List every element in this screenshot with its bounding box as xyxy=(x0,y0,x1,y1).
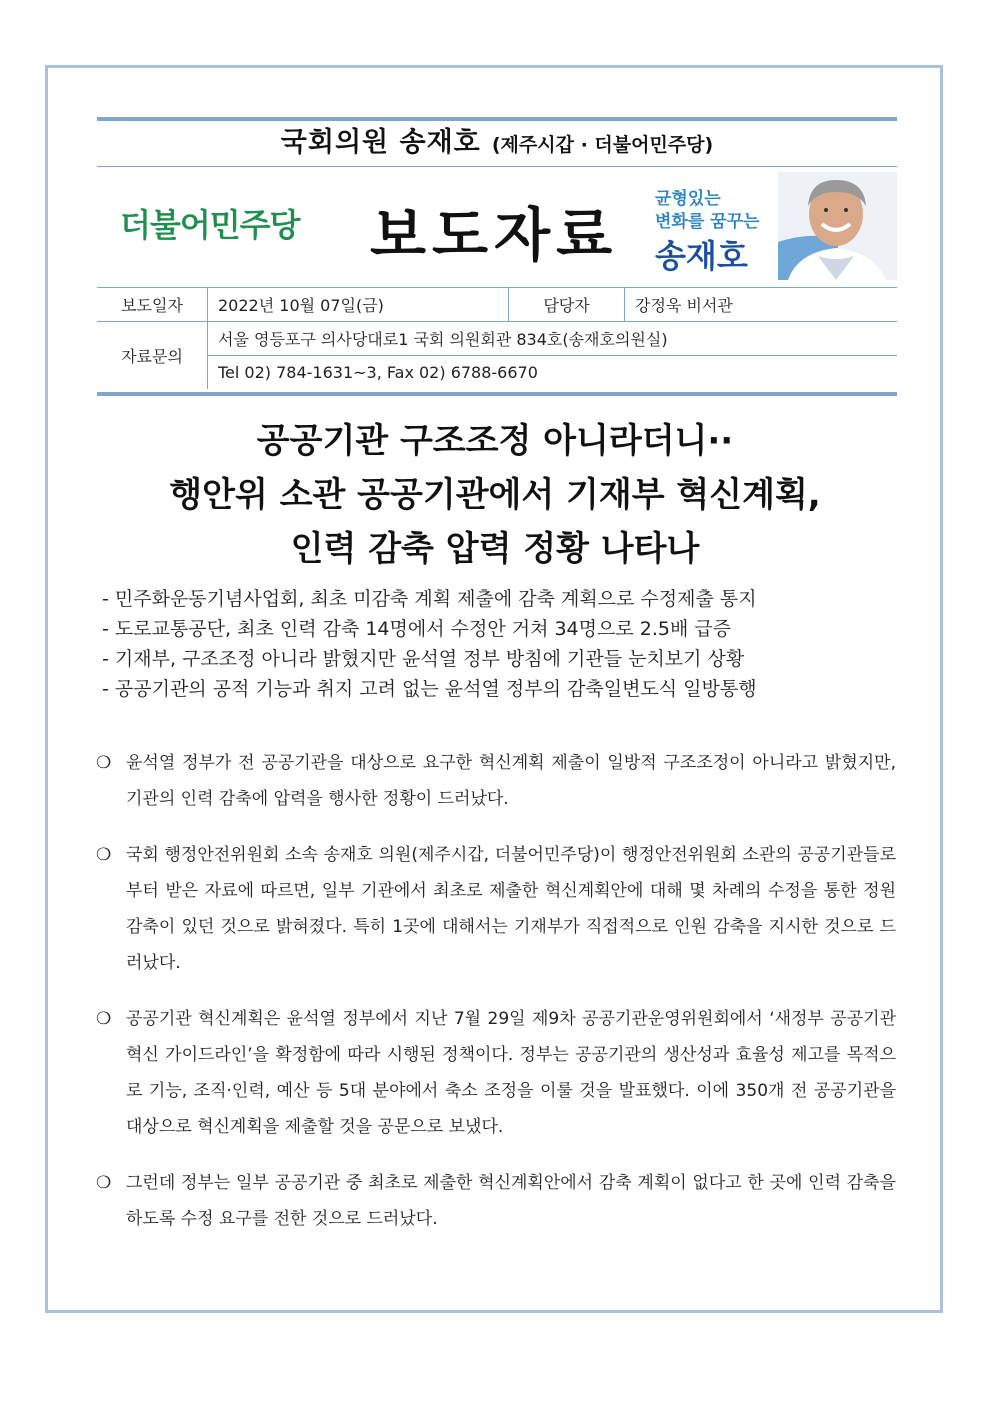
body-paragraph xyxy=(96,837,896,981)
subheadline-item: - 공공기관의 공적 기능과 취지 고려 없는 윤석열 정부의 감축일변도식 일방통행 xyxy=(102,678,757,700)
inquiry-label: 자료문의 xyxy=(97,322,208,390)
body-paragraph xyxy=(96,1165,896,1237)
party-logo: 더불어민주당 xyxy=(120,206,300,244)
subheadline-list xyxy=(102,584,902,704)
circle-bullet-icon: ❍ xyxy=(96,845,112,865)
body-paragraph xyxy=(96,745,896,817)
circle-bullet-icon: ❍ xyxy=(96,753,112,773)
office-address: 서울 영등포구 의사당대로1 국회 의원회관 834호(송재호의원실) xyxy=(208,322,898,356)
slogan xyxy=(655,188,775,276)
headline-line-2: 행안위 소관 공공기관에서 기재부 혁신계획, xyxy=(169,475,821,515)
headline-line-3: 인력 감축 압력 정황 나타나 xyxy=(290,529,700,569)
circle-bullet-icon: ❍ xyxy=(96,1173,112,1193)
lawmaker-photo xyxy=(778,172,897,280)
lawmaker-affiliation: (제주시갑 · 더불어민주당) xyxy=(491,134,714,156)
subheadline-item: - 도로교통공단, 최초 인력 감축 14명에서 수정안 거쳐 34명으로 2.5배 급증 xyxy=(102,618,732,640)
circle-bullet-icon: ❍ xyxy=(96,1009,112,1029)
paragraph-text: 그런데 정부는 일부 공공기관 중 최초로 제출한 혁신계획안에서 감축 계획이 없다고 한 곳에 인력 감축을 하도록 수정 요구를 전한 것으로 드러났다. xyxy=(126,1173,896,1229)
slogan-line-2: 변화를 꿈꾸는 xyxy=(655,212,760,232)
office-phone: Tel 02) 784-1631~3, Fax 02) 6788-6670 xyxy=(218,363,538,382)
headline xyxy=(60,414,930,576)
paragraph-text: 공공기관 혁신계획은 윤석열 정부에서 지난 7월 29일 제9차 공공기관운영위원회에서 ‘새정부 공공기관 혁신 가이드라인’을 확정함에 따라 시행된 정책이다. 정부는 공공기관의 생산성과 효율성 제고를 목적으로 기능, 조직·인력, 예산 등 5대 분야에서 축소 조정을 이룰 것을 발표했다. 이에 350개 전 공공기관을 대상으로 혁신계획을 제출할 것을 공문으로 보냈다. xyxy=(126,1009,896,1137)
release-date-value: 2022년 10월 07일(금) xyxy=(208,288,509,322)
contact-info-table xyxy=(97,288,897,389)
paragraph-text: 국회 행정안전위원회 소속 송재호 의원(제주시갑, 더불어민주당)이 행정안전위원회 소관의 공공기관들로부터 받은 자료에 따르면, 일부 기관에서 최초로 제출한 혁신계획안에 대해 몇 차례의 수정을 통한 정원 감축이 있던 것으로 밝혀졌다. 특히 1곳에 대해서는 기재부가 직접적으로 인원 감축을 지시한 것으로 드러났다. xyxy=(126,845,896,973)
info-bottom-rule xyxy=(97,392,897,396)
subheadline-item: - 기재부, 구조조정 아니라 밝혔지만 윤석열 정부 방침에 기관들 눈치보기 상황 xyxy=(102,648,745,670)
headline-line-1: 공공기관 구조조정 아니라더니·· xyxy=(256,421,734,461)
lawmaker-name: 국회의원 송재호 xyxy=(280,127,481,158)
subheadline-item: - 민주화운동기념사업회, 최초 미감축 계획 제출에 감축 계획으로 수정제출 통지 xyxy=(102,588,757,610)
release-date-label: 보도일자 xyxy=(97,288,208,322)
header-divider xyxy=(97,166,897,167)
lawmaker-header xyxy=(97,121,897,165)
contact-person-value: 강정욱 비서관 xyxy=(625,288,898,322)
press-release-title: 보도자료 xyxy=(370,201,619,269)
slogan-name: 송재호 xyxy=(655,237,748,275)
contact-person-label: 담당자 xyxy=(509,288,625,322)
body-text xyxy=(96,745,896,1257)
paragraph-text: 윤석열 정부가 전 공공기관을 대상으로 요구한 혁신계획 제출이 일방적 구조조정이 아니라고 밝혔지만, 기관의 인력 감축에 압력을 행사한 정황이 드러났다. xyxy=(126,753,896,809)
body-paragraph xyxy=(96,1001,896,1145)
slogan-line-1: 균형있는 xyxy=(655,189,721,209)
